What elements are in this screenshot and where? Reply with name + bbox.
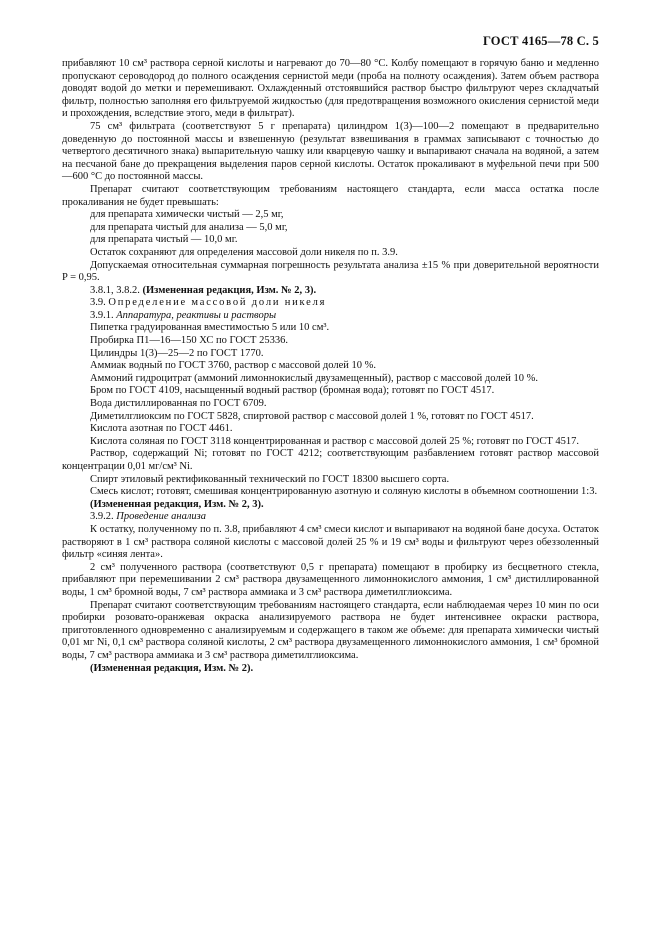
document-page <box>62 34 599 675</box>
paragraph: Вода дистиллированная по ГОСТ 6709. <box>90 398 267 410</box>
clause-number: 3.8.1, 3.8.2. <box>90 284 143 296</box>
amendment-note: (Измененная редакция, Изм. № 2). <box>90 662 254 674</box>
paragraph: Пипетка градуированная вместимостью 5 или 10 см³. <box>90 322 330 334</box>
paragraph: Диметилглиоксим по ГОСТ 5828, спиртовой раствор с массовой долей 1 %, готовят по ГОСТ 4517. <box>90 410 534 422</box>
paragraph <box>62 511 599 524</box>
paragraph <box>62 297 599 310</box>
paragraph: Пробирка П1—16—150 ХС по ГОСТ 25336. <box>90 335 288 347</box>
paragraph <box>62 499 599 512</box>
paragraph: Остаток сохраняют для определения массовой доли никеля по п. 3.9. <box>90 246 398 258</box>
paragraph: Препарат считают соответствующим требованиям настоящего стандарта, если масса остатка после прокаливания не будет превышать: <box>62 183 599 208</box>
paragraph: Допускаемая относительная суммарная погрешность результата анализа ±15 % при доверительной вероятности P = 0,95. <box>62 259 599 284</box>
paragraph: для препарата чистый для анализа — 5,0 мг, <box>90 221 288 233</box>
paragraph: Бром по ГОСТ 4109, насыщенный водный раствор (бромная вода); готовят по ГОСТ 4517. <box>90 385 495 397</box>
paragraph: Аммоний гидроцитрат (аммоний лимоннокислый двузамещенный), раствор с массовой долей 10 %. <box>90 372 538 384</box>
paragraph: Раствор, содержащий Ni; готовят по ГОСТ 4212; соответствующим разбавлением готовят раствор массовой концентрации 0,01 мг/см³ Ni. <box>62 448 599 472</box>
clause-number: 3.9.2. <box>90 511 117 523</box>
clause-number: 3.9.1. <box>90 309 117 321</box>
paragraph: К остатку, полученному по п. 3.8, прибавляют 4 см³ смеси кислот и выпаривают на водяной бане досуха. Остаток растворяют в 1 см³ раствора соляной кислоты с массовой долей 25 % и 19 см³ воды и фильтруют через обеззоленный фильтр «синяя лента». <box>62 523 599 561</box>
subsection-title: Проведение анализа <box>116 511 207 523</box>
paragraph: Цилиндры 1(3)—25—2 по ГОСТ 1770. <box>90 347 264 359</box>
paragraph: Кислота соляная по ГОСТ 3118 концентрированная и раствор с массовой долей 25 %; готовят по ГОСТ 4517. <box>90 435 580 447</box>
paragraph: Аммиак водный по ГОСТ 3760, раствор с массовой долей 10 %. <box>90 360 377 372</box>
paragraph <box>62 310 599 323</box>
paragraph: 75 см³ фильтрата (соответствуют 5 г препарата) цилиндром 1(3)—100—2 помещают в предварительно доведенную до постоянной массы и взвешенную (результат взвешивания в граммах записывают с точностью до четвертого десятичного знака) выпарительную чашку или кварцевую чашку и выпаривают сначала на водяной, а затем на песчаной бане до прекращения выделения паров серной кислоты. Остаток прокаливают в муфельной печи при 500—600 °С до постоянной массы. <box>62 120 599 183</box>
paragraph: Препарат считают соответствующим требованиям настоящего стандарта, если наблюдаемая через 10 мин по оси пробирки розовато-оранжевая окраска анализируемого раствора не будет интенсивнее окраски раствора, приготовленного одновременно с анализируемым и содержащего в таком же объеме: для препарата химически чистый 0,01 мг Ni, 0,1 см³ раствора соляной кислоты, 2 см³ раствора двузамещенного лимоннокислого аммония, 1 см³ бромной воды, 7 см³ раствора аммиака и 3 см³ раствора диметилглиоксима. <box>62 599 599 661</box>
paragraph: для препарата чистый — 10,0 мг. <box>90 234 238 246</box>
paragraph: Кислота азотная по ГОСТ 4461. <box>90 423 233 435</box>
paragraph: Смесь кислот; готовят, смешивая концентрированную азотную и соляную кислоты в объемном соотношении 1:3. <box>90 486 598 498</box>
page-header: ГОСТ 4165—78 С. 5 <box>482 34 599 48</box>
paragraph <box>62 285 599 298</box>
amendment-note: (Измененная редакция, Изм. № 2, 3). <box>142 284 317 296</box>
amendment-note: (Измененная редакция, Изм. № 2, 3). <box>90 498 264 510</box>
subsection-title: Аппаратура, реактивы и растворы <box>116 309 277 321</box>
paragraph <box>62 663 599 676</box>
paragraph: прибавляют 10 см³ раствора серной кислоты и нагревают до 70—80 °С. Колбу помещают в горячую баню и медленно пропускают сероводород до полного осаждения сернистой меди (проба на полноту осаждения). Затем объем раствора доводят водой до метки и перемешивают. Охлажденный отстоявшийся раствор быстро фильтруют через складчатый фильтр, полностью заполняя его фильтруемой жидкостью (для предотвращения возможного окисления сернистой меди и прохождения, вследствие этого, меди в фильтрат). <box>62 58 599 120</box>
clause-number: 3.9. <box>90 297 109 309</box>
paragraph: Спирт этиловый ректификованный технический по ГОСТ 18300 высшего сорта. <box>90 473 450 485</box>
document-body <box>62 58 599 675</box>
section-title: Определение массовой доли никеля <box>108 297 327 309</box>
paragraph: для препарата химически чистый — 2,5 мг, <box>90 209 284 221</box>
paragraph: 2 см³ полученного раствора (соответствуют 0,5 г препарата) помещают в пробирку из бесцветного стекла, прибавляют при перемешивании 2 см³ раствора двузамещенного лимоннокислого аммония, 1 см³ дистиллированной воды, 1 см³ бромной воды, 7 см³ раствора аммиака и 3 см³ раствора диметилглиоксима. <box>62 561 599 598</box>
